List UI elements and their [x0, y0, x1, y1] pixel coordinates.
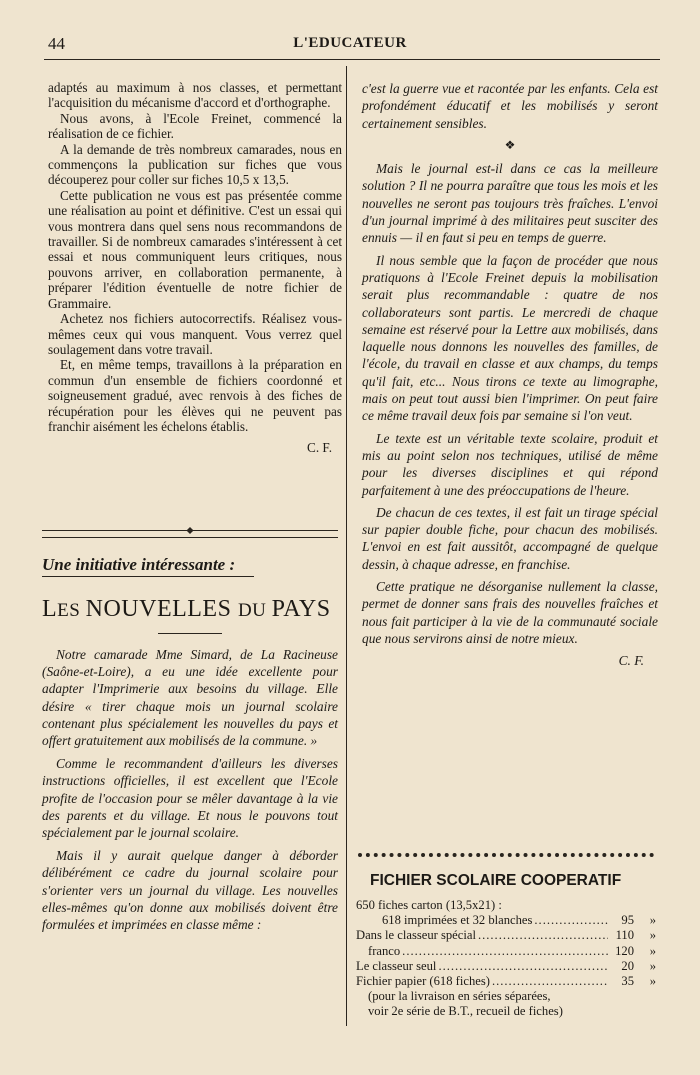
ad-note: (pour la livraison en séries séparées,: [368, 989, 551, 1004]
title-underline: [158, 633, 222, 634]
leader-dots: [478, 928, 608, 943]
divider-ornament: [186, 527, 193, 534]
paragraph: Achetez nos fichiers autocorrectifs. Réalisez vous-mêmes ceux qui vous manquent. Vous verrez quel soulagement dans votre travail.: [48, 311, 342, 357]
paragraph: adaptés au maximum à nos classes, et permettant l'acquisition du mécanisme d'accord et d'orthographe.: [48, 80, 342, 111]
title-part: L: [42, 596, 58, 622]
leader-dots: [492, 974, 608, 989]
article-right-column: [362, 80, 658, 675]
title-part: ES: [57, 600, 86, 621]
price-unit: »: [649, 974, 656, 989]
title-part: NOUVELLES: [85, 596, 238, 622]
paragraph: Il nous semble que la façon de procéder que nous pratiquons à l'Ecole Freinet depuis la mobilisation serait plus recommandable : quatre de nos collaborateurs sont partis. Le mercredi de chaque semaine est réservé pour la Lettre aux mobilisés, dans laquelle nous donnons les nouvelles des familles, de l'école, du travail en classe et aux champs, du temps qu'il fait, etc... Nous tirons ce texte au limographe, mais on peut tout aussi bien l'imprimer. On peut faire ce même travail deux fois par semaine si l'on veut.: [362, 252, 658, 424]
signature: C. F.: [307, 440, 332, 456]
price-value: 20: [621, 958, 634, 973]
leader-dots: [534, 913, 608, 928]
paragraph: Mais il y aurait quelque danger à déborder délibérément ce cadre du journal scolaire pour s'orienter vers un journal du village. Les nouvelles elles-mêmes qu'on donne aux mobilisés doivent être formulées et imprimées en classe même :: [42, 848, 338, 933]
paragraph: Comme le recommandent d'ailleurs les diverses instructions officielles, il est excellent que l'Ecole profite de l'occasion pour se mêler davantage à la vie des parents et du village. Et nous le pouvons tout spécialement par le journal scolaire.: [42, 756, 338, 841]
price-unit: »: [649, 913, 656, 928]
paragraph: Et, en même temps, travaillons à la préparation en commun d'un ensemble de fichiers coordonné et soigneusement gradué, avec renvois à des fiches de récupération pour les élèves qui ne peuvent pas franchir aisément les échelons établis.: [48, 357, 342, 434]
paragraph: Cette pratique ne désorganise nullement la classe, permet de donner sans frais des nouvelles fraîches et nous fait participer à la vie de la communauté sociale que nous servirons ainsi de notre mieux.: [362, 579, 658, 646]
left-column-top-text: [48, 80, 342, 456]
article-kicker: Une initiative intéressante :: [42, 555, 236, 574]
paragraph: Nous avons, à l'Ecole Freinet, commencé la réalisation de ce fichier.: [48, 110, 342, 142]
price-label: 618 imprimées et 32 blanches: [382, 913, 533, 928]
price-row: [356, 959, 656, 974]
header-rule: [44, 59, 660, 60]
price-row: [356, 944, 656, 959]
page-number: 44: [48, 34, 65, 53]
kicker-underline: [42, 576, 254, 577]
price-label: Le classeur seul: [356, 958, 437, 973]
price-label: Dans le classeur spécial: [356, 928, 476, 943]
paragraph: De chacun de ces textes, il est fait un tirage spécial sur papier double fiche, pour chacun des mobilisés. L'envoi en est fait aussitôt, accompagné de quelque dessin, à chaque adresse, en franchise.: [362, 504, 658, 572]
column-divider: [346, 66, 347, 1026]
section-divider: [42, 530, 338, 538]
price-value: 35: [621, 974, 634, 989]
price-unit: »: [649, 943, 656, 958]
paragraph: Mais le journal est-il dans ce cas la meilleure solution ? Il ne pourra paraître que tous les mois et les nouvelles ne seront pas toujours très fraîches. L'envoi d'un journal imprimé à des militaires peut susciter des ennuis — il en faut si peu en temps de guerre.: [362, 161, 658, 246]
advertisement-border: [358, 853, 654, 857]
price-row: [356, 928, 656, 943]
advertisement-title: FICHIER SCOLAIRE COOPERATIF: [370, 872, 622, 889]
paragraph: Cette publication ne vous est pas présentée comme une réalisation au point et définitive. C'est un essai qui vous montrera dans quel sens nous recommandons de travailler. Si de nombreux camarades s'intéressent à cet essai et nous communiquent leurs critiques, nous pouvons arriver, en collaboration permanente, à préparer l'édition éventuelle de notre fichier de Grammaire.: [48, 187, 342, 311]
signature: C. F.: [618, 653, 644, 669]
leader-dots: [402, 944, 608, 959]
price-label: franco: [368, 943, 401, 958]
paragraph: Notre camarade Mme Simard, de La Racineuse (Saône-et-Loire), a eu une idée excellente pour adapter l'Imprimerie aux besoins du village. Elle désire « tirer chaque mois un journal scolaire contenant plus spécialement les nouvelles du pays et offert gratuitement aux mobilisés de la commune. »: [42, 647, 338, 749]
advertisement: [356, 898, 656, 1020]
title-part: PAYS: [271, 596, 331, 622]
article-left-column: [42, 646, 338, 939]
price-row: [356, 913, 656, 928]
article-title: [42, 596, 331, 623]
price-unit: »: [649, 958, 656, 973]
price-value: 120: [615, 943, 634, 958]
price-label: Fichier papier (618 fiches): [356, 974, 490, 989]
ornament-icon: ❖: [504, 137, 516, 152]
price-row: [356, 974, 656, 989]
running-head: L'EDUCATEUR: [293, 35, 407, 51]
paragraph: Le texte est un véritable texte scolaire, produit et mis au point selon nos techniques, utilisé de même pour les diverses disciplines et qui répond parfaitement à une des préoccupations de l'heure.: [362, 430, 658, 498]
paragraph: c'est la guerre vue et racontée par les enfants. Cela est profondément éducatif et les mobilisés y seront certainement sensibles.: [362, 81, 658, 131]
title-part: DU: [237, 600, 272, 621]
ad-line: 650 fiches carton (13,5x21) :: [356, 898, 502, 912]
paragraph: A la demande de très nombreux camarades, nous en commençons la publication sur fiches que vous découperez pour coller sur fiches 10,5 x 13,5.: [48, 141, 342, 188]
ad-note: voir 2e série de B.T., recueil de fiches): [368, 1004, 563, 1019]
leader-dots: [438, 959, 608, 974]
price-value: 110: [615, 928, 634, 943]
price-unit: »: [649, 928, 656, 943]
price-value: 95: [621, 913, 634, 928]
